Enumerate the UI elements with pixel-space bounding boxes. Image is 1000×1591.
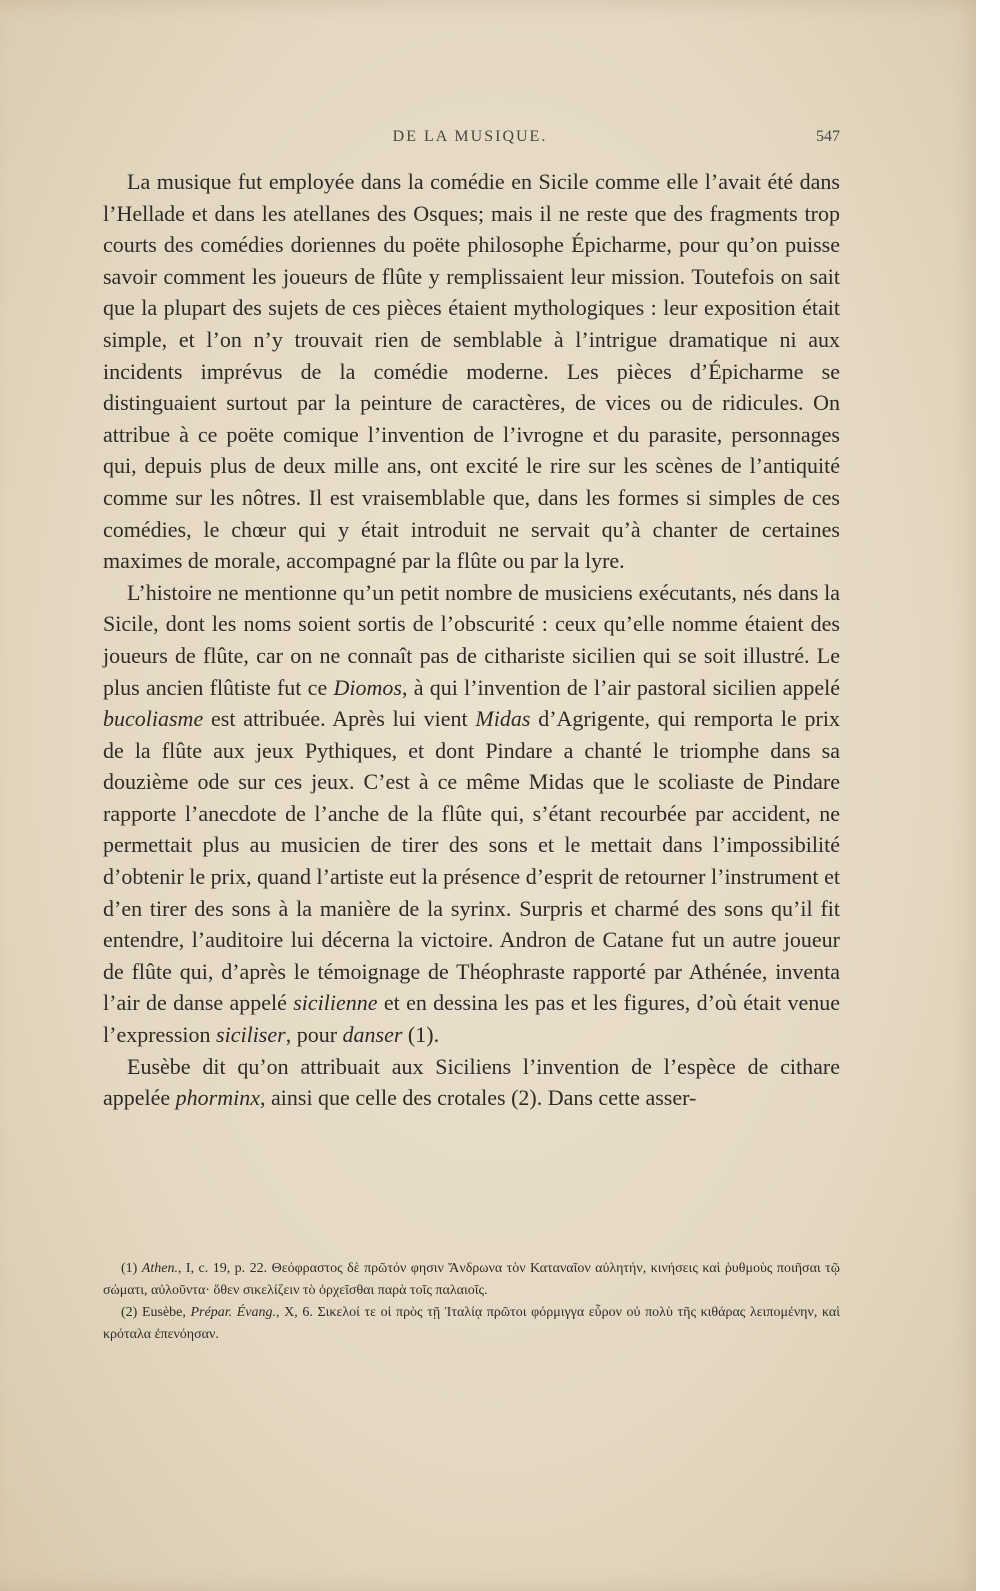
paragraph (103, 1051, 840, 1114)
running-title: DE LA MUSIQUE. (392, 128, 548, 145)
italic-text: Prépar. Évang. (190, 1305, 276, 1320)
footnote (103, 1302, 840, 1346)
text-run: d’Agrigente, qui remporta le prix de la flûte aux jeux Pythiques, et dont Pindare a chanté le triomphe dans sa douzième ode sur ces jeux. C’est à ce même Midas que le scoliaste de Pindare rapporte l’anecdote de l’anche de la flûte qui, s’étant recourbée par accident, ne permettait plus au musicien de tirer des sons et le mettait dans l’impossibilité d’obtenir le prix, quand l’artiste eut la présence d’esprit de retourner l’instrument et d’en tirer des sons à la manière de la syrinx. Surpris et charmé des sons qu’il fit entendre, l’auditoire lui décerna la victoire. Andron de Catane fut un autre joueur de flûte qui, d’après le témoignage de Théophraste rapporté par Athénée, inventa l’air de danse appelé (103, 706, 840, 1016)
italic-text: danser (342, 1022, 403, 1048)
italic-text: Midas (475, 706, 531, 732)
italic-text: sicilienne (293, 990, 378, 1016)
paragraph (103, 577, 840, 1051)
body-text (103, 166, 840, 1114)
italic-text: Athen. (141, 1261, 178, 1276)
text-run: Eusèbe dit qu’on attribuait aux Siciliens l’invention de l’espèce de cithare appelée (103, 1053, 840, 1111)
text-run: , ainsi que celle des crotales (2). Dans cette asser- (260, 1085, 697, 1111)
italic-text: phorminx (175, 1085, 260, 1111)
page-number: 547 (816, 128, 840, 145)
text-run: (1) (121, 1261, 142, 1276)
italic-text: bucoliasme (103, 706, 204, 732)
paragraph (103, 166, 840, 577)
text-run: et en dessina les pas et les figures, d’où était venue l’expression (103, 990, 840, 1048)
text-run: L’histoire ne mentionne qu’un petit nombre de musiciens exécutants, nés dans la Sicile, dont les noms soient sortis de l’obscurité : ceux qu’elle nomme étaient des joueurs de flûte, car on ne connaît pas de cithariste sicilien qui se soit illustré. Le plus ancien flûtiste fut ce (103, 579, 840, 700)
footnotes (103, 1258, 840, 1346)
text-run: (1). (402, 1022, 440, 1048)
text-run: (2) Eusèbe, (121, 1305, 191, 1320)
page-edge (976, 0, 988, 1591)
text-run: , pour (285, 1022, 343, 1048)
footnote (103, 1258, 840, 1302)
italic-text: Diomos (333, 674, 402, 700)
text-run: La musique fut employée dans la comédie en Sicile comme elle l’avait été dans l’Hellade et dans les atellanes des Osques; mais il ne reste que des fragments trop courts des comédies doriennes du poëte philosophe Épicharme, pour qu’on puisse savoir comment les joueurs de flûte y remplissaient leur mission. Toutefois on sait que la plupart des sujets de ces pièces étaient mythologiques : leur exposition était simple, et l’on n’y trouvait rien de semblable à l’intrigue dramatique ni aux incidents imprévus de la comédie moderne. Les pièces d’Épicharme se distinguaient surtout par la peinture de caractères, de vices ou de ridicules. On attribue à ce poëte comique l’invention de l’ivrogne et du parasite, personnages qui, depuis plus de deux mille ans, ont excité le rire sur les scènes de l’antiquité comme sur les nôtres. Il est vraisemblable que, dans les formes si simples de ces comédies, le chœur qui y était introduit ne servait qu’à chanter de certaines maximes de morale, accompagné par la flûte ou par la lyre. (103, 169, 840, 574)
text-run: est attribuée. Après lui vient (203, 706, 476, 732)
page-header (100, 128, 840, 152)
text-run: , X, 6. Σικελοί τε οἱ πρὸς τῇ Ἰταλίᾳ πρῶτοι φόρμιγγα εὗρον οὐ πολὺ τῆς κιθάρας λειπομένην, καὶ κρόταλα ἐπενόησαν. (103, 1305, 840, 1342)
italic-text: siciliser (216, 1022, 286, 1048)
text-run: , I, c. 19, p. 22. Θεόφραστος δὲ πρῶτόν φησιν Ἄνδρωνα τὸν Καταναῖον αὐλητήν, κινήσεις καὶ ῥυθμοὺς ποιῆσαι τῷ σώματι, αὐλοῦντα· ὅθεν σικελίζειν τὸ ὀρχεῖσθαι παρὰ τοῖς παλαιοῖς. (103, 1261, 840, 1298)
text-run: , à qui l’invention de l’air pastoral sicilien appelé (401, 674, 840, 700)
